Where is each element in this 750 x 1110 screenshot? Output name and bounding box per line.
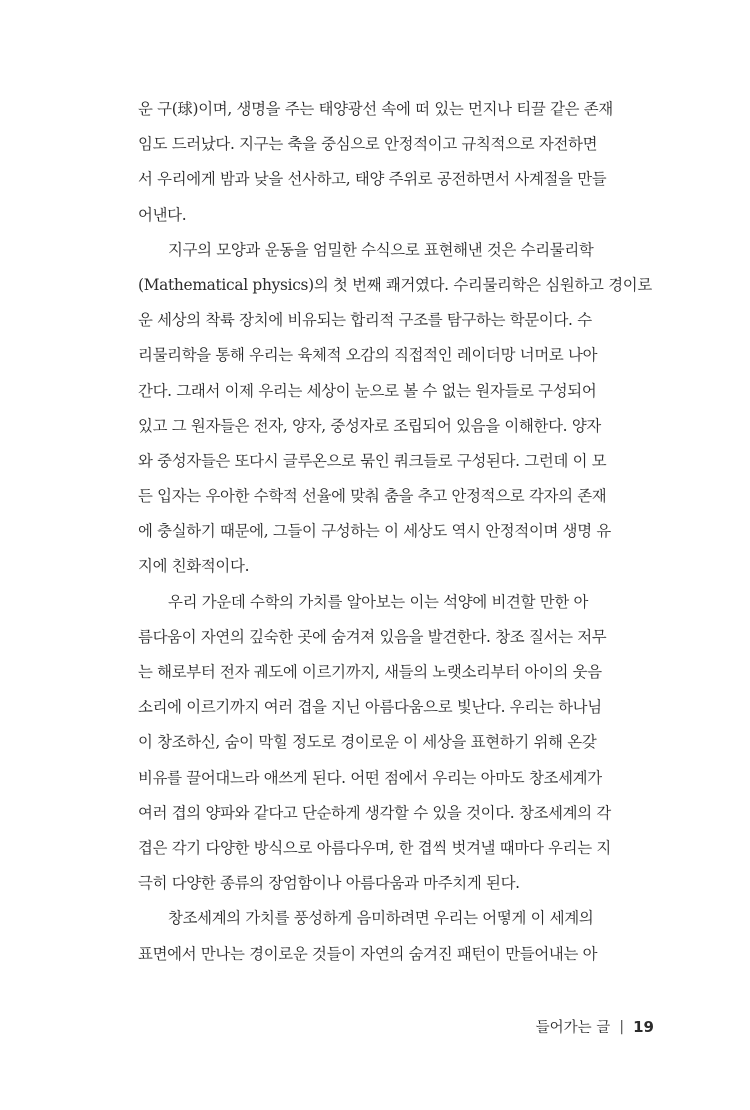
text-line: 극히 다양한 종류의 장엄함이나 아름다움과 마주치게 된다. (138, 874, 520, 893)
text-line: (Mathematical physics)의 첫 번째 쾌거였다. 수리물리학은 심원하고 경이로 (138, 275, 652, 294)
body-text (138, 92, 658, 972)
page-footer (536, 1016, 654, 1037)
text-line: 와 중성자들은 또다시 글루온으로 묶인 쿼크들로 구성된다. 그런데 이 모 (138, 451, 607, 470)
text-line: 지구의 모양과 운동을 엄밀한 수식으로 표현해낸 것은 수리물리학 (168, 240, 594, 259)
text-line: 운 세상의 착륙 장치에 비유되는 합리적 구조를 탐구하는 학문이다. 수 (138, 311, 592, 330)
text-line: 비유를 끌어대느라 애쓰게 된다. 어떤 점에서 우리는 아마도 창조세계가 (138, 768, 602, 787)
text-line: 간다. 그래서 이제 우리는 세상이 눈으로 볼 수 없는 원자들로 구성되어 (138, 381, 597, 400)
text-line: 여러 겹의 양파와 같다고 단순하게 생각할 수 있을 것이다. 창조세계의 각 (138, 803, 611, 822)
text-line: 우리 가운데 수학의 가치를 알아보는 이는 석양에 비견할 만한 아 (168, 592, 589, 611)
text-line: 어낸다. (138, 205, 187, 224)
section-title: 들어가는 글 (535, 1020, 611, 1036)
text-line: 름다움이 자연의 깊숙한 곳에 숨겨져 있음을 발견한다. 창조 질서는 저무 (138, 627, 607, 646)
text-line: 는 해로부터 전자 궤도에 이르기까지, 새들의 노랫소리부터 아이의 웃음 (138, 663, 602, 681)
text-line: 겹은 각기 다양한 방식으로 아름다우며, 한 겹씩 벗겨낼 때마다 우리는 지 (138, 838, 611, 857)
text-line: 리물리학을 통해 우리는 육체적 오감의 직접적인 레이더망 너머로 나아 (138, 346, 598, 365)
text-line: 든 입자는 우아한 수학적 선율에 맞춰 춤을 추고 안정적으로 각자의 존재 (138, 487, 607, 506)
footer-separator: | (619, 1018, 625, 1035)
text-line: 표면에서 만나는 경이로운 것들이 자연의 숨겨진 패턴이 만들어내는 아 (138, 944, 598, 963)
text-line: 임도 드러났다. 지구는 축을 중심으로 안정적이고 규칙적으로 자전하면 (138, 135, 598, 154)
text-line: 창조세계의 가치를 풍성하게 음미하려면 우리는 어떻게 이 세계의 (168, 909, 594, 928)
text-line: 에 충실하기 때문에, 그들이 구성하는 이 세상도 역시 안정적이며 생명 유 (138, 522, 611, 541)
page-number: 19 (633, 1017, 654, 1036)
text-line: 서 우리에게 밤과 낮을 선사하고, 태양 주위로 공전하면서 사계절을 만들 (138, 170, 607, 189)
text-line: 있고 그 원자들은 전자, 양자, 중성자로 조립되어 있음을 이해한다. 양자 (138, 416, 601, 435)
text-line: 소리에 이르기까지 여러 겹을 지닌 아름다움으로 빛난다. 우리는 하나님 (138, 698, 602, 717)
text-line: 지에 친화적이다. (138, 557, 250, 576)
text-line: 이 창조하신, 숨이 막힐 정도로 경이로운 이 세상을 표현하기 위해 온갖 (138, 733, 597, 752)
text-line: 운 구(球)이며, 생명을 주는 태양광선 속에 떠 있는 먼지나 티끌 같은 존재 (138, 100, 613, 118)
